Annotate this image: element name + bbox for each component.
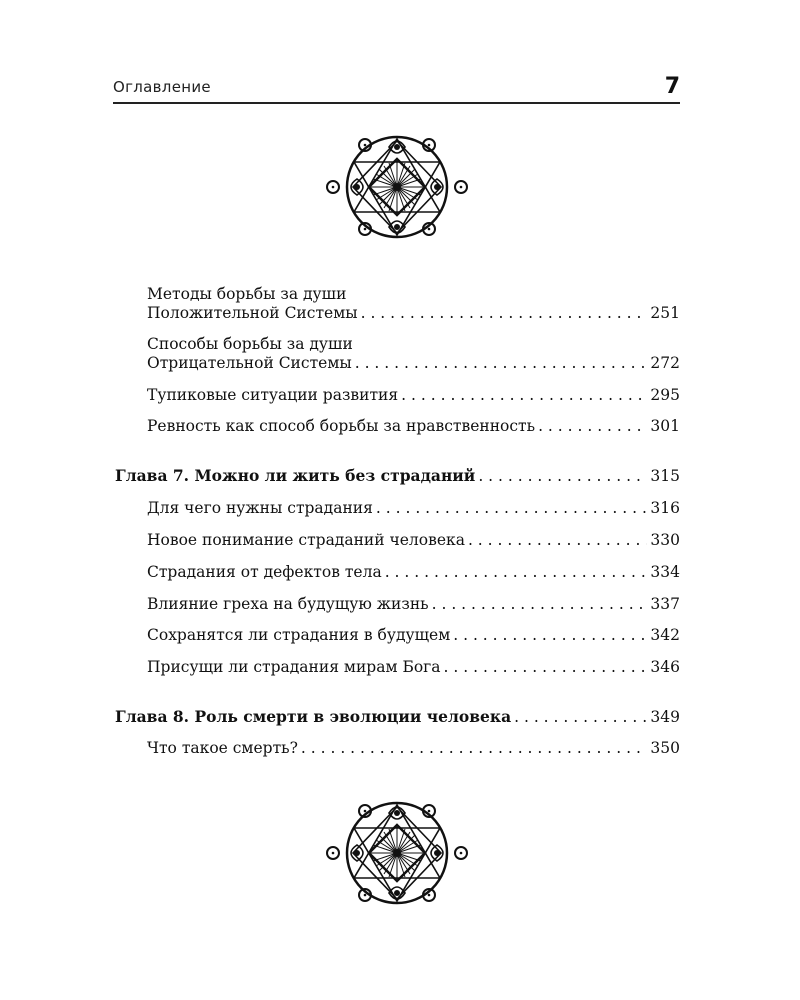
dot-leader — [355, 353, 648, 373]
toc-chapter-title: Глава 7. Можно ли жить без страданий — [115, 466, 476, 485]
toc-entry[interactable] — [147, 594, 680, 614]
toc-entry-page: 295 — [650, 386, 680, 404]
toc-chapter-entry[interactable] — [115, 466, 680, 486]
toc-entry-page: 350 — [650, 739, 680, 757]
dot-leader — [453, 625, 647, 645]
toc-entry-first-line: Способы борьбы за души — [147, 335, 353, 353]
toc-entry[interactable] — [147, 303, 680, 323]
dot-leader — [376, 498, 648, 518]
dot-leader — [538, 416, 647, 436]
toc-entry[interactable] — [147, 498, 680, 518]
toc-entry-page: 251 — [650, 304, 680, 322]
toc-entry-title: Отрицательной Системы — [147, 354, 352, 372]
toc-entry[interactable] — [147, 385, 680, 405]
toc-entry-page: 337 — [650, 595, 680, 613]
toc-entry-title: Присущи ли страдания мирам Бога — [147, 658, 441, 676]
toc-entry-title: Влияние греха на будущую жизнь — [147, 595, 429, 613]
toc-entry-page: 334 — [650, 563, 680, 581]
toc-entry-title: Сохранятся ли страдания в будущем — [147, 626, 451, 644]
dot-leader — [468, 530, 647, 550]
toc-entry-page: 330 — [650, 531, 680, 549]
toc-entry-title: Новое понимание страданий человека — [147, 531, 465, 549]
toc-entry-page: 272 — [650, 354, 680, 372]
toc-entry[interactable] — [147, 625, 680, 645]
dot-leader — [478, 466, 647, 486]
toc-entry-title: Тупиковые ситуации развития — [147, 386, 399, 404]
toc-entry-first-line: Методы борьбы за души — [147, 285, 347, 303]
toc-entry[interactable] — [147, 530, 680, 550]
toc-entry[interactable] — [147, 738, 680, 758]
toc-entry-title: Для чего нужны страдания — [147, 499, 373, 517]
toc-entry-title: Ревность как способ борьбы за нравственность — [147, 417, 536, 435]
mandala-ornament-icon — [324, 800, 470, 906]
page-number: 7 — [664, 74, 680, 99]
dot-leader — [514, 707, 647, 727]
toc-entry-page: 349 — [650, 708, 680, 726]
dot-leader — [401, 385, 647, 405]
toc-entry[interactable] — [147, 416, 680, 436]
toc-entry-page: 346 — [650, 658, 680, 676]
toc-entry[interactable] — [147, 657, 680, 677]
toc-entry[interactable] — [147, 353, 680, 373]
toc-chapter-title: Глава 8. Роль смерти в эволюции человека — [115, 707, 512, 726]
toc-entry[interactable] — [147, 562, 680, 582]
dot-leader — [444, 657, 648, 677]
dot-leader — [301, 738, 648, 758]
toc-entry-title: Положительной Системы — [147, 304, 358, 322]
toc-chapter-entry[interactable] — [115, 707, 680, 727]
toc-entry-title: Страдания от дефектов тела — [147, 563, 382, 581]
running-header-title: Оглавление — [113, 78, 211, 96]
toc-entry-page: 316 — [650, 499, 680, 517]
dot-leader — [385, 562, 648, 582]
dot-leader — [361, 303, 648, 323]
toc-entry-page: 315 — [650, 467, 680, 485]
toc-entry-page: 342 — [650, 626, 680, 644]
dot-leader — [432, 594, 648, 614]
toc-entry-page: 301 — [650, 417, 680, 435]
toc-entry-title: Что такое смерть? — [147, 739, 298, 757]
